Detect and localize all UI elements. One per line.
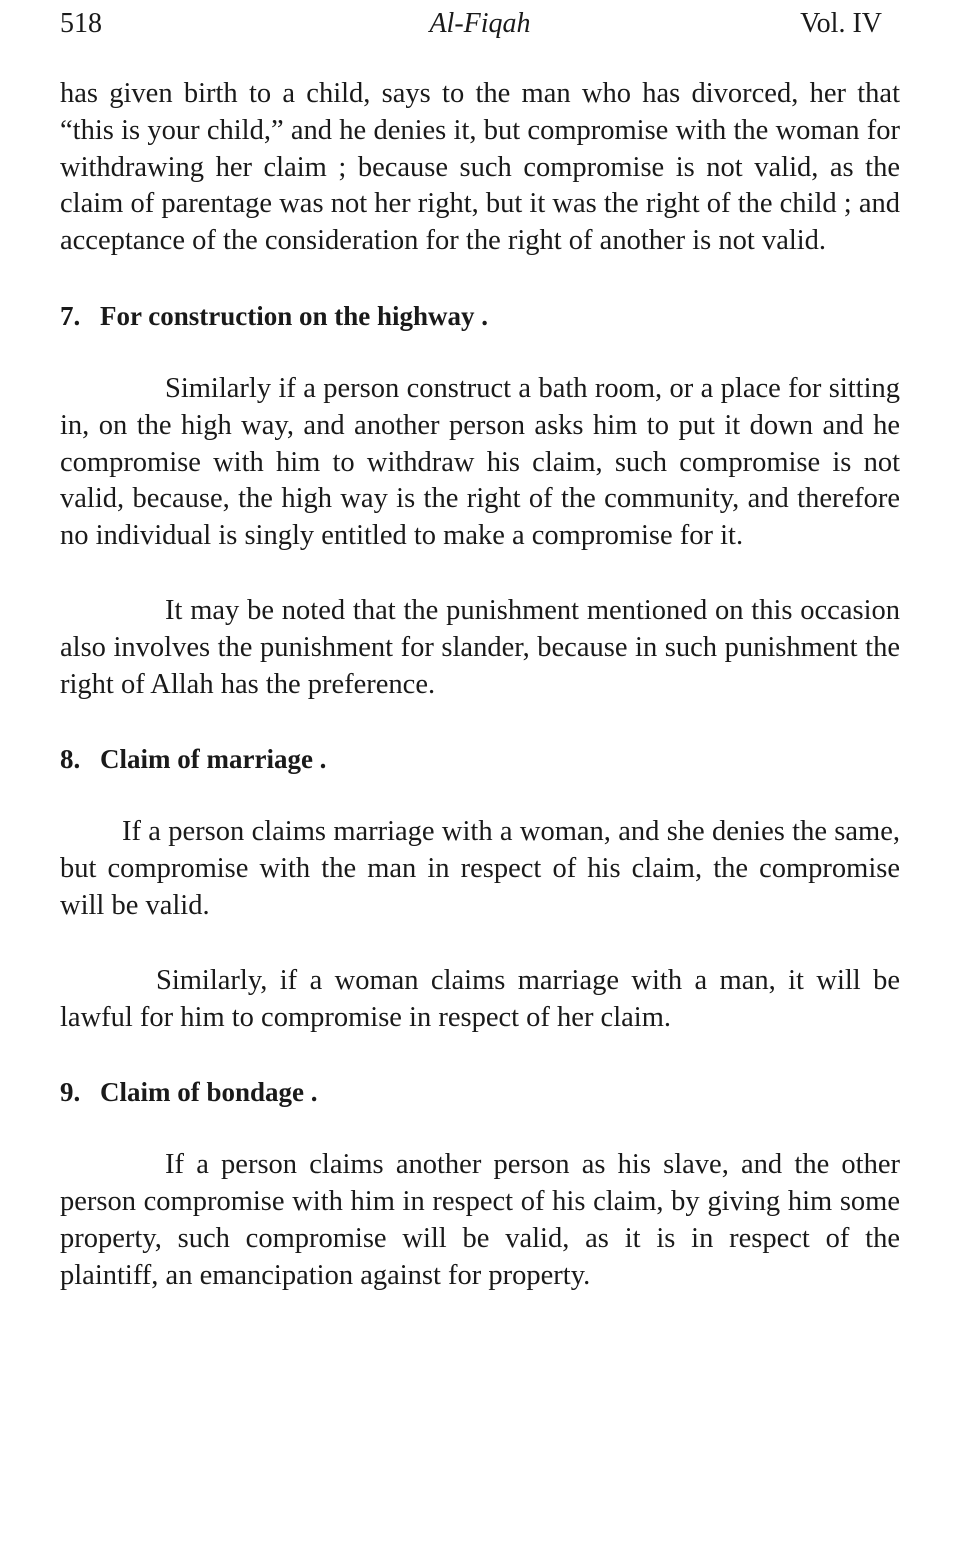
running-header <box>60 0 900 48</box>
section-8-title: Claim of marriage . <box>100 744 327 775</box>
section-9-number: 9. <box>60 1077 81 1108</box>
section-8-paragraph-2: Similarly, if a woman claims marriage with a man, it will be lawful for him to compromise in respect of her claim. <box>60 964 900 1033</box>
section-7-title: For construction on the highway . <box>100 300 489 331</box>
section-9-paragraph-1: If a person claims another person as his slave, and the other person compromise with him in respect of his claim, by giving him some property, such compromise will be valid, as it is in respect of the plaintiff, an emancipation against for property. <box>60 1149 900 1291</box>
section-7-number: 7. <box>60 300 81 331</box>
section-9-heading <box>60 1074 900 1110</box>
section-8-paragraph-1: If a person claims marriage with a woman, and she denies the same, but compromise with the man in respect of his claim, the compromise will be valid. <box>60 816 900 921</box>
section-8-number: 8. <box>60 744 81 775</box>
book-title: Al-Fiqah <box>429 8 531 39</box>
section-9-title: Claim of bondage . <box>100 1077 318 1108</box>
page-number: 518 <box>60 8 102 39</box>
section-7-heading <box>60 298 900 334</box>
section-8-heading <box>60 741 900 777</box>
section-7-paragraph-1: Similarly if a person construct a bath room, or a place for sitting in, on the high way, and another person asks him to put it down and he compromise with him to withdraw his claim, such compromise is not valid, because, the high way is the right of the community, and therefore no individual is singly entitled to make a compromise for it. <box>60 372 900 552</box>
volume-label: Vol. IV <box>800 8 882 39</box>
intro-paragraph: has given birth to a child, says to the man who has divorced, her that “this is your child,” and he denies it, but compromise with the woman for withdrawing her claim ; because such compromise is not valid, as the claim of parentage was not her right, but it was the right of the child ; and acceptance of the consideration for the right of another is not valid. <box>60 78 900 257</box>
document-page <box>60 0 900 1295</box>
section-7-paragraph-2: It may be noted that the punishment mentioned on this occasion also involves the punishment for slander, because in such punishment the right of Allah has the preference. <box>60 594 900 700</box>
